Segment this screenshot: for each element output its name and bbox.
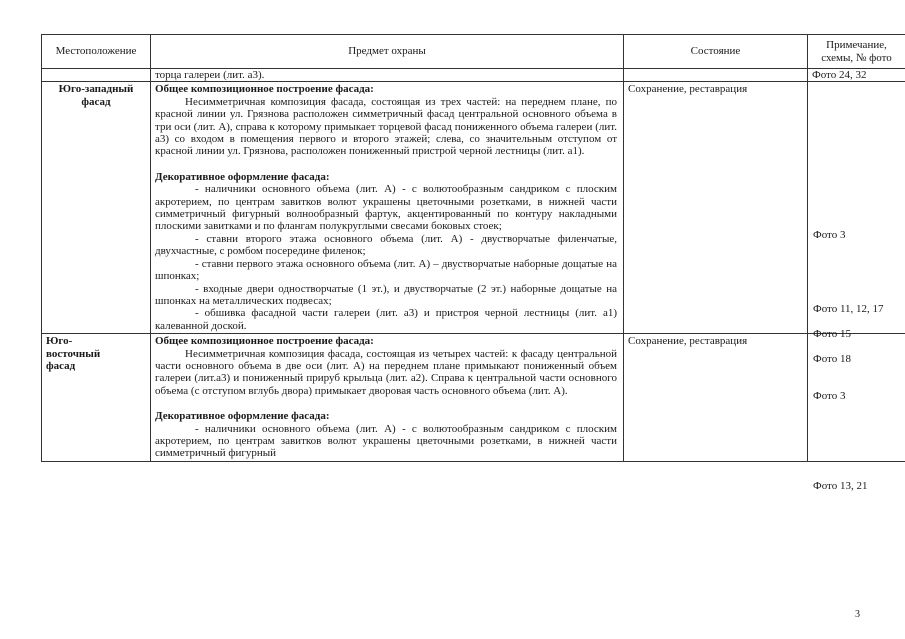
monument-protection-table: [41, 34, 905, 493]
header-state: Состояние: [624, 35, 808, 69]
subject-continuation: торца галереи (лит. а3).: [155, 69, 265, 81]
header-location: Местоположение: [42, 35, 151, 69]
cell-subject: [151, 69, 624, 82]
photo-reference: Фото 15: [813, 328, 851, 341]
cell-subject: [151, 334, 624, 462]
composition-paragraph: Несимметричная композиция фасада, состоящая из четырех частей: к фасаду центральной части основного объема в две оси (лит. А) на переднем плане примыкают пониженный объем галереи (лит.а3) и пониженный прируб крыльца (лит. а2). Справа к центральной части основного объема (с отступом вглубь двора) примыкает дворовая часть основного объема (лит. А).: [155, 347, 617, 397]
cell-location: Юго-западный фасад: [42, 82, 151, 334]
decor-item: - входные двери одностворчатые (1 эт.), и двустворчатые (2 эт.) наборные дощатые на шпонках на металлических подвесах;: [155, 282, 617, 307]
cell-subject: [151, 82, 624, 334]
section-heading: Общее композиционное построение фасада:: [155, 83, 374, 96]
cell-note: Фото 24, 32: [808, 69, 905, 82]
cell-location: [42, 334, 151, 462]
photo-reference: Фото 18: [813, 353, 851, 366]
cell-state: Сохранение, реставрация: [624, 334, 808, 462]
photo-reference: Фото 3: [813, 390, 846, 403]
photo-reference: Фото 11, 12, 17: [813, 303, 884, 316]
table-row-southeast-facade: [42, 334, 905, 462]
table-row: [42, 69, 905, 82]
location-label: Юго-восточный фасад: [46, 335, 101, 372]
photo-reference: Фото 3: [813, 229, 846, 242]
decor-item: - ставни второго этажа основного объема (лит. А) - двустворчатые филенчатые, двухчастные, с ромбом посередине филенок;: [155, 232, 617, 258]
table-row-southwest-facade: [42, 82, 905, 334]
cell-state: Сохранение, реставрация: [624, 82, 808, 334]
section-heading: Декоративное оформление фасада:: [155, 410, 330, 423]
table-header-row: [42, 35, 905, 69]
section-heading: Общее композиционное построение фасада:: [155, 335, 374, 348]
cell-note: [808, 82, 905, 403]
decor-item: - наличники основного объема (лит. А) - с волютообразным сандриком с плоским акротерием, по центрам завитков волют украшены цветочными розетками, в нижней части симметричный фигурный волнообразный фартук, акцентированный по контуру накладными плоскими завитками и по флангам полукруглыми свесами боковых стоек;: [155, 183, 617, 233]
section-heading: Декоративное оформление фасада:: [155, 170, 330, 183]
cell-note: [808, 334, 905, 493]
composition-paragraph: Несимметричная композиция фасада, состоящая из трех частей: на переднем плане, по красной линии ул. Грязнова расположен симметричный фасад центральной основного объема в три оси (лит. А), справа к которому примыкает торцевой фасад пониженного объема галереи (лит. а3) со входом в помещения первого и второго этажей; слева, со значительным отступом от красной линии ул. Грязнова, расположен пониженный пристрой черной лестницы (лит. а1).: [155, 95, 617, 158]
decor-item: - обшивка фасадной части галереи (лит. а3) и пристроя черной лестницы (лит. а1) калеванной доской.: [155, 307, 617, 332]
decor-item: - наличники основного объема (лит. А) - с волютообразным сандриком с плоским акротерием, по центрам завитков волют украшены цветочными розетками, в нижней части симметричный фигурный: [155, 422, 617, 460]
cell-location: [42, 69, 151, 82]
decor-item: - ставни первого этажа основного объема (лит. А) – двустворчатые наборные дощатые на шпонках;: [155, 257, 617, 283]
photo-reference: Фото 13, 21: [813, 480, 868, 493]
header-note: Примечание, схемы, № фото: [808, 35, 905, 69]
header-subject: Предмет охраны: [151, 35, 624, 69]
cell-state: [624, 69, 808, 82]
page-number: 3: [855, 609, 860, 620]
